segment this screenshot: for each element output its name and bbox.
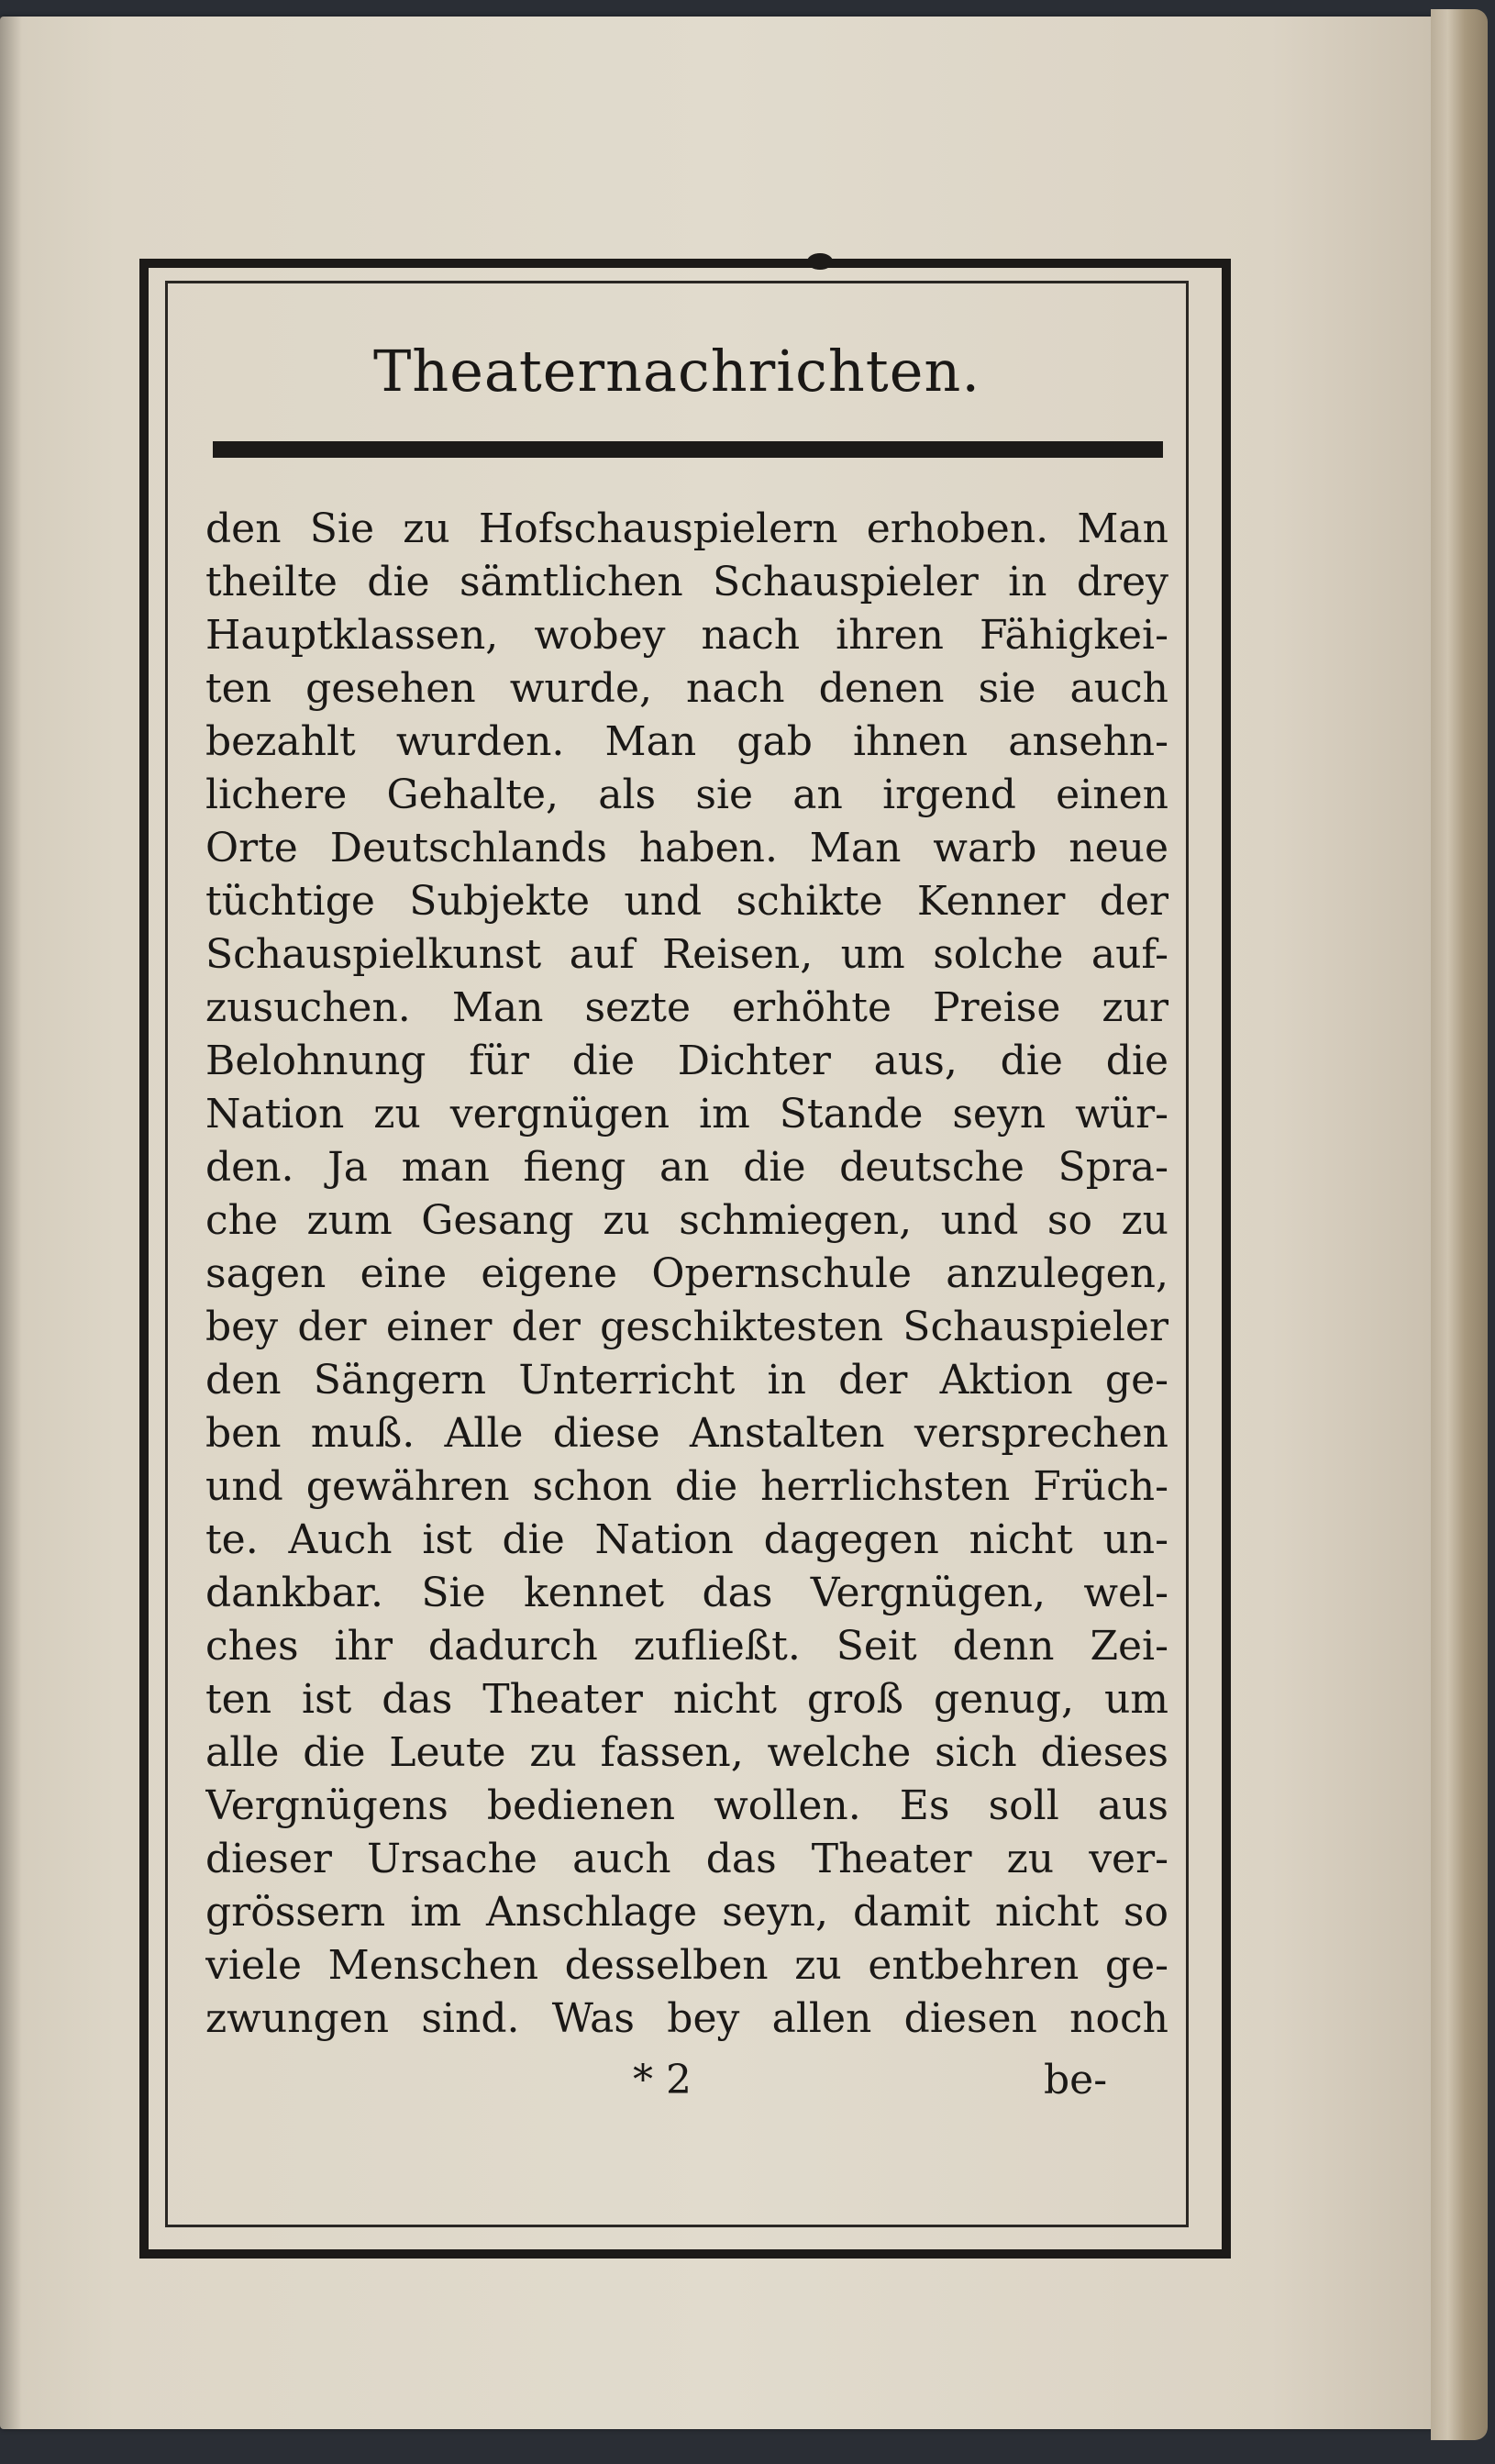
text-line: ten ist das Theater nicht groß genug, um — [205, 1676, 1168, 1723]
text-line: bey der einer der geschiktesten Schauspieler — [205, 1304, 1168, 1350]
page-edges — [1431, 9, 1488, 2440]
text-line: den Sängern Unterricht in der Aktion ge- — [205, 1357, 1168, 1404]
signature-mark: * 2 — [633, 2057, 692, 2103]
text-line: grössern im Anschlage seyn, damit nicht so — [205, 1889, 1168, 1936]
catchword: be- — [1044, 2057, 1108, 2103]
text-line: dankbar. Sie kennet das Vergnügen, wel- — [205, 1570, 1168, 1616]
spine-shadow — [0, 17, 22, 2429]
text-line: zwungen sind. Was bey allen diesen noch — [205, 1995, 1168, 2042]
text-line: sagen eine eigene Opernschule anzulegen, — [205, 1250, 1168, 1297]
text-line: Orte Deutschlands haben. Man warb neue — [205, 825, 1168, 871]
text-line: Nation zu vergnügen im Stande seyn wür- — [205, 1091, 1168, 1138]
text-line: Hauptklassen, wobey nach ihren Fähigkei- — [205, 612, 1168, 659]
text-line: ten gesehen wurde, nach denen sie auch — [205, 665, 1168, 712]
text-line: dieser Ursache auch das Theater zu ver- — [205, 1836, 1168, 1882]
ink-blot — [807, 253, 833, 270]
head-rule — [213, 441, 1163, 458]
text-line: den. Ja man fieng an die deutsche Spra- — [205, 1144, 1168, 1191]
text-line: ches ihr dadurch zufließt. Seit denn Zei- — [205, 1623, 1168, 1670]
text-line: ben muß. Alle diese Anstalten versprechen — [205, 1410, 1168, 1457]
text-line: viele Menschen desselben zu entbehren ge- — [205, 1942, 1168, 1989]
text-line: und gewähren schon die herrlichsten Früch- — [205, 1463, 1168, 1510]
text-line: theilte die sämtlichen Schauspieler in drey — [205, 559, 1168, 605]
running-head: Theaternachrichten. — [372, 338, 981, 405]
text-line: Schauspielkunst auf Reisen, um solche auf- — [205, 931, 1168, 978]
text-line: te. Auch ist die Nation dagegen nicht un- — [205, 1516, 1168, 1563]
text-line: bezahlt wurden. Man gab ihnen ansehn- — [205, 718, 1168, 765]
text-line: Vergnügens bedienen wollen. Es soll aus — [205, 1782, 1168, 1829]
text-line: alle die Leute zu fassen, welche sich dieses — [205, 1729, 1168, 1776]
text-line: tüchtige Subjekte und schikte Kenner der — [205, 878, 1168, 925]
text-line: zusuchen. Man sezte erhöhte Preise zur — [205, 984, 1168, 1031]
body-text — [205, 503, 1168, 2062]
text-line: Belohnung für die Dichter aus, die die — [205, 1038, 1168, 1084]
text-line: che zum Gesang zu schmiegen, und so zu — [205, 1197, 1168, 1244]
text-line: den Sie zu Hofschauspielern erhoben. Man — [205, 505, 1168, 552]
text-line: lichere Gehalte, als sie an irgend einen — [205, 771, 1168, 818]
